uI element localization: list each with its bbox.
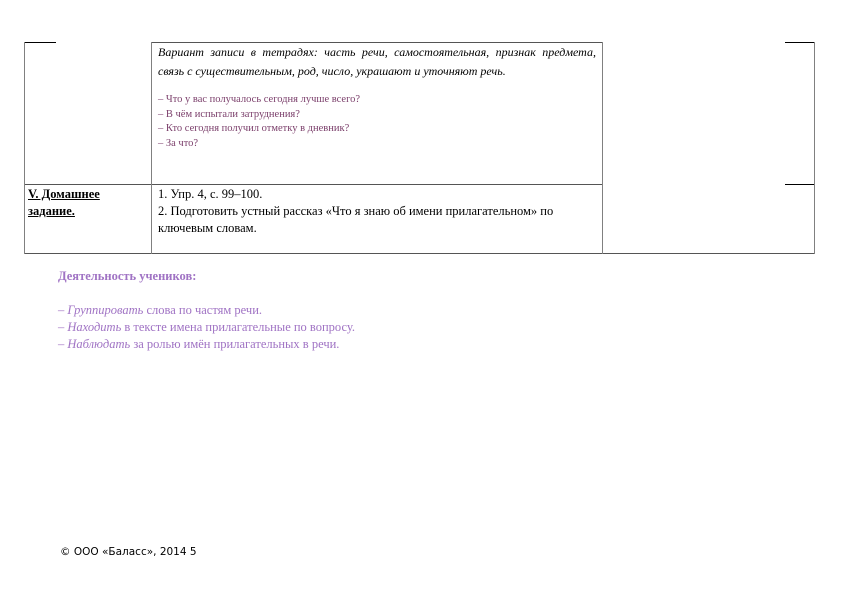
notebook-text: Вариант записи в тетрадях: часть речи, самостоятельная, признак предмета, связь с существительным, род, число, украшают и уточняют речь. [158, 45, 596, 78]
table-top-border-left [24, 42, 56, 43]
activity-item [58, 336, 758, 353]
table-top-border-right [785, 42, 815, 43]
activity-verb: Группировать [67, 303, 144, 317]
col-border-4 [814, 42, 815, 254]
activity-verb: Находить [67, 320, 122, 334]
footer-copyright: © ООО «Баласс», 2014 5 [60, 546, 197, 558]
dash: – [58, 320, 68, 334]
col-border-2 [151, 42, 152, 254]
question-list [158, 93, 596, 151]
table-bottom-border [24, 253, 815, 254]
activity-rest: в тексте имена прилагательные по вопросу. [121, 320, 355, 334]
homework-cell [158, 186, 598, 237]
col-border-3 [602, 42, 603, 254]
dash: – [58, 337, 68, 351]
question-item: – Что у вас получалось сегодня лучше всего? [158, 94, 361, 105]
notebook-cell [158, 43, 596, 151]
row-divider-right [785, 184, 815, 185]
activity-title: Деятельность учеников: [58, 269, 197, 283]
col-border-1 [24, 42, 25, 254]
activity-rest: слова по частям речи. [143, 303, 263, 317]
homework-line: 2. Подготовить устный рассказ «Что я знаю об имени прилагательном» по ключевым словам. [158, 204, 554, 235]
activity-item [58, 319, 758, 336]
question-item: – За что? [158, 137, 199, 149]
row-divider [24, 184, 602, 185]
homework-line: 1. Упр. 4, с. 99–100. [158, 187, 263, 201]
homework-title-cell [28, 186, 146, 220]
dash: – [58, 303, 68, 317]
question-item: – Кто сегодня получил отметку в дневник? [158, 123, 350, 134]
activity-item [58, 302, 758, 319]
homework-title: V. Домашнее задание. [28, 187, 100, 218]
activity-verb: Наблюдать [67, 337, 131, 351]
question-item: – В чём испытали затруднения? [158, 108, 300, 120]
activity-section [58, 268, 758, 353]
activity-rest: за ролью имён прилагательных в речи. [130, 337, 340, 351]
